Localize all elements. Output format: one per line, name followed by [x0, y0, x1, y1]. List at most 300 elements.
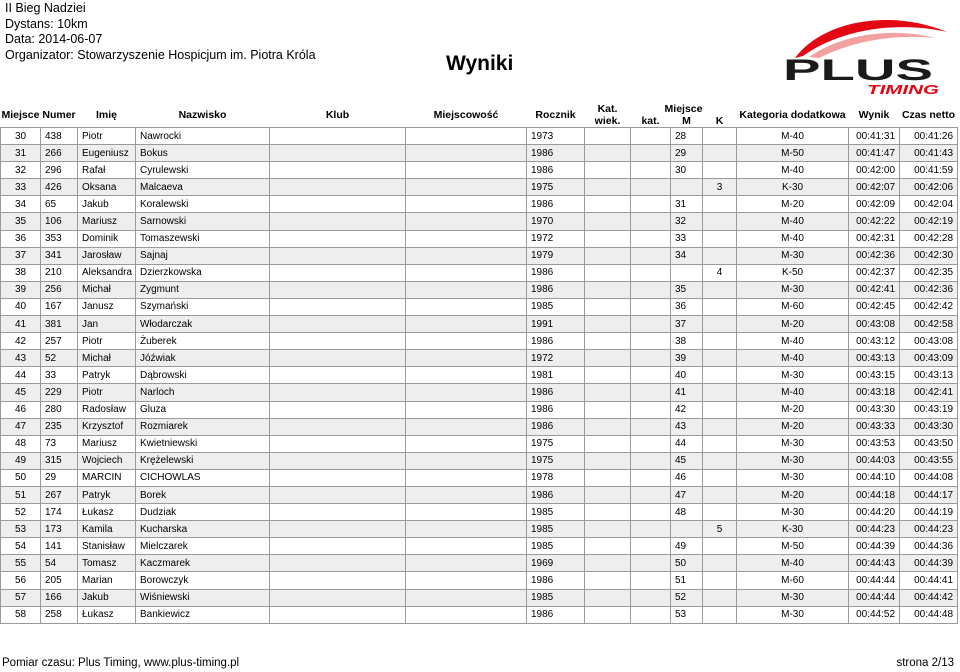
cell-k [703, 486, 737, 503]
cell-kat-wiek [585, 452, 631, 469]
cell-czas-netto: 00:42:36 [900, 281, 958, 298]
cell-klub [270, 145, 406, 162]
cell-kat-wiek [585, 281, 631, 298]
cell-kat-wiek [585, 213, 631, 230]
cell-k [703, 230, 737, 247]
col-k: K [715, 114, 724, 127]
cell-imie: Dominik [78, 230, 136, 247]
cell-miejsce-kat [631, 316, 671, 333]
cell-kat-wiek [585, 230, 631, 247]
table-row [1, 264, 958, 281]
cell-miejscowosc [406, 316, 527, 333]
cell-rocznik: 1986 [527, 384, 585, 401]
cell-kat-wiek [585, 247, 631, 264]
table-row [1, 179, 958, 196]
cell-kat-wiek [585, 196, 631, 213]
cell-miejsce-kat [631, 247, 671, 264]
cell-kat-wiek [585, 606, 631, 623]
col-numer: Numer [42, 108, 76, 121]
cell-kategoria: M-50 [737, 538, 849, 555]
event-info [5, 1, 316, 63]
cell-numer: 426 [41, 179, 78, 196]
cell-rocznik: 1985 [527, 504, 585, 521]
cell-kategoria: M-40 [737, 350, 849, 367]
cell-m: 49 [671, 538, 703, 555]
cell-m: 46 [671, 469, 703, 486]
cell-miejscowosc [406, 247, 527, 264]
cell-k [703, 418, 737, 435]
cell-wynik: 00:43:13 [849, 350, 900, 367]
cell-miejsce: 56 [1, 572, 41, 589]
cell-czas-netto: 00:43:19 [900, 401, 958, 418]
cell-kat-wiek [585, 179, 631, 196]
cell-nazwisko: Krężelewski [136, 452, 270, 469]
cell-numer: 52 [41, 350, 78, 367]
table-row [1, 350, 958, 367]
cell-miejsce-kat [631, 435, 671, 452]
cell-miejsce-kat [631, 264, 671, 281]
table-row [1, 213, 958, 230]
cell-imie: Marian [78, 572, 136, 589]
cell-klub [270, 452, 406, 469]
cell-nazwisko: Cyrulewski [136, 162, 270, 179]
cell-miejsce: 33 [1, 179, 41, 196]
cell-numer: 438 [41, 128, 78, 145]
cell-wynik: 00:42:45 [849, 298, 900, 315]
cell-m: 44 [671, 435, 703, 452]
cell-miejscowosc [406, 521, 527, 538]
cell-klub [270, 333, 406, 350]
cell-miejsce-kat [631, 504, 671, 521]
cell-miejscowosc [406, 555, 527, 572]
cell-miejsce-kat [631, 367, 671, 384]
cell-nazwisko: Borek [136, 486, 270, 503]
results-table [0, 102, 958, 624]
logo-plus-text: PLUS [783, 54, 933, 87]
cell-numer: 106 [41, 213, 78, 230]
cell-wynik: 00:44:18 [849, 486, 900, 503]
cell-kategoria: M-30 [737, 469, 849, 486]
table-header-row [1, 102, 958, 128]
cell-kategoria: M-40 [737, 162, 849, 179]
cell-imie: Janusz [78, 298, 136, 315]
event-distance: Dystans: 10km [5, 16, 88, 31]
cell-miejsce-kat [631, 538, 671, 555]
cell-czas-netto: 00:43:08 [900, 333, 958, 350]
cell-imie: Wojciech [78, 452, 136, 469]
cell-nazwisko: Dąbrowski [136, 367, 270, 384]
cell-klub [270, 435, 406, 452]
cell-miejsce: 42 [1, 333, 41, 350]
cell-k [703, 555, 737, 572]
cell-k [703, 162, 737, 179]
cell-kat-wiek [585, 384, 631, 401]
cell-czas-netto: 00:44:48 [900, 606, 958, 623]
cell-miejsce-kat [631, 589, 671, 606]
cell-kategoria: M-30 [737, 606, 849, 623]
cell-nazwisko: Sajnaj [136, 247, 270, 264]
cell-nazwisko: Sarnowski [136, 213, 270, 230]
cell-miejsce-kat [631, 486, 671, 503]
cell-wynik: 00:42:36 [849, 247, 900, 264]
cell-k [703, 213, 737, 230]
cell-klub [270, 128, 406, 145]
cell-kat-wiek [585, 128, 631, 145]
cell-miejscowosc [406, 401, 527, 418]
cell-miejsce: 50 [1, 469, 41, 486]
col-miejsce-kat-sub: kat. [641, 114, 660, 127]
cell-klub [270, 316, 406, 333]
cell-numer: 141 [41, 538, 78, 555]
cell-miejscowosc [406, 162, 527, 179]
cell-miejsce-kat [631, 281, 671, 298]
cell-rocznik: 1986 [527, 196, 585, 213]
cell-kat-wiek [585, 298, 631, 315]
cell-nazwisko: Malcaeva [136, 179, 270, 196]
cell-wynik: 00:44:03 [849, 452, 900, 469]
cell-m: 48 [671, 504, 703, 521]
cell-miejscowosc [406, 179, 527, 196]
cell-klub [270, 298, 406, 315]
cell-nazwisko: Koralewski [136, 196, 270, 213]
table-row [1, 247, 958, 264]
cell-miejscowosc [406, 452, 527, 469]
cell-m: 29 [671, 145, 703, 162]
event-organizer: Organizator: Stowarzyszenie Hospicjum im. Piotra Króla [5, 47, 316, 62]
cell-imie: Mariusz [78, 213, 136, 230]
cell-kat-wiek [585, 333, 631, 350]
table-row [1, 162, 958, 179]
cell-wynik: 00:44:20 [849, 504, 900, 521]
col-rocznik: Rocznik [535, 108, 576, 121]
cell-miejsce-kat [631, 145, 671, 162]
cell-rocznik: 1986 [527, 418, 585, 435]
table-row [1, 333, 958, 350]
cell-imie: Jakub [78, 589, 136, 606]
cell-rocznik: 1972 [527, 350, 585, 367]
cell-miejscowosc [406, 384, 527, 401]
cell-kat-wiek [585, 572, 631, 589]
table-row [1, 145, 958, 162]
cell-kategoria: M-30 [737, 452, 849, 469]
cell-nazwisko: Nawrocki [136, 128, 270, 145]
cell-klub [270, 264, 406, 281]
table-row [1, 401, 958, 418]
event-name: II Bieg Nadziei [5, 1, 86, 15]
cell-wynik: 00:44:44 [849, 572, 900, 589]
cell-k [703, 196, 737, 213]
cell-k [703, 247, 737, 264]
cell-rocznik: 1986 [527, 401, 585, 418]
table-row [1, 128, 958, 145]
cell-nazwisko: Bankiewicz [136, 606, 270, 623]
cell-imie: Jan [78, 316, 136, 333]
col-kat-wiek-line2: wiek. [594, 114, 621, 127]
cell-kategoria: M-40 [737, 555, 849, 572]
cell-numer: 205 [41, 572, 78, 589]
cell-miejsce-kat [631, 298, 671, 315]
cell-numer: 381 [41, 316, 78, 333]
cell-rocznik: 1985 [527, 298, 585, 315]
cell-imie: Aleksandra [78, 264, 136, 281]
table-row [1, 538, 958, 555]
cell-k [703, 452, 737, 469]
cell-klub [270, 418, 406, 435]
cell-imie: Eugeniusz [78, 145, 136, 162]
table-row [1, 589, 958, 606]
cell-czas-netto: 00:41:26 [900, 128, 958, 145]
cell-imie: Kamila [78, 521, 136, 538]
cell-klub [270, 196, 406, 213]
cell-nazwisko: Jóźwiak [136, 350, 270, 367]
cell-czas-netto: 00:44:19 [900, 504, 958, 521]
cell-kat-wiek [585, 350, 631, 367]
cell-k [703, 504, 737, 521]
cell-m: 47 [671, 486, 703, 503]
cell-nazwisko: Bokus [136, 145, 270, 162]
cell-miejsce: 30 [1, 128, 41, 145]
cell-numer: 280 [41, 401, 78, 418]
table-row [1, 281, 958, 298]
cell-nazwisko: Borowczyk [136, 572, 270, 589]
cell-klub [270, 521, 406, 538]
cell-numer: 315 [41, 452, 78, 469]
cell-rocznik: 1975 [527, 435, 585, 452]
cell-kat-wiek [585, 367, 631, 384]
cell-numer: 173 [41, 521, 78, 538]
cell-rocznik: 1986 [527, 572, 585, 589]
cell-m: 34 [671, 247, 703, 264]
cell-miejscowosc [406, 213, 527, 230]
cell-miejsce: 47 [1, 418, 41, 435]
cell-imie: Patryk [78, 486, 136, 503]
cell-klub [270, 589, 406, 606]
cell-wynik: 00:42:41 [849, 281, 900, 298]
cell-kategoria: M-20 [737, 196, 849, 213]
table-row [1, 486, 958, 503]
cell-miejscowosc [406, 589, 527, 606]
cell-m: 42 [671, 401, 703, 418]
table-row [1, 367, 958, 384]
cell-imie: Michał [78, 350, 136, 367]
cell-m: 39 [671, 350, 703, 367]
cell-miejscowosc [406, 606, 527, 623]
cell-miejsce-kat [631, 452, 671, 469]
cell-klub [270, 350, 406, 367]
cell-m: 28 [671, 128, 703, 145]
cell-kategoria: M-40 [737, 333, 849, 350]
cell-numer: 256 [41, 281, 78, 298]
cell-miejsce-kat [631, 572, 671, 589]
cell-miejsce-kat [631, 230, 671, 247]
cell-klub [270, 213, 406, 230]
cell-miejsce: 43 [1, 350, 41, 367]
cell-miejsce-kat [631, 606, 671, 623]
cell-miejsce: 58 [1, 606, 41, 623]
cell-kat-wiek [585, 401, 631, 418]
table-row [1, 384, 958, 401]
cell-czas-netto: 00:44:36 [900, 538, 958, 555]
cell-kategoria: M-20 [737, 486, 849, 503]
cell-nazwisko: Żuberek [136, 333, 270, 350]
cell-miejscowosc [406, 281, 527, 298]
cell-m: 32 [671, 213, 703, 230]
cell-czas-netto: 00:42:19 [900, 213, 958, 230]
cell-imie: Krzysztof [78, 418, 136, 435]
cell-miejsce: 35 [1, 213, 41, 230]
cell-klub [270, 230, 406, 247]
col-nazwisko: Nazwisko [178, 108, 227, 121]
cell-miejscowosc [406, 435, 527, 452]
cell-m [671, 521, 703, 538]
cell-miejscowosc [406, 367, 527, 384]
col-miejsce-kat [631, 102, 737, 128]
cell-kat-wiek [585, 538, 631, 555]
cell-czas-netto: 00:44:23 [900, 521, 958, 538]
cell-imie: Michał [78, 281, 136, 298]
cell-k [703, 538, 737, 555]
cell-klub [270, 469, 406, 486]
cell-kategoria: M-30 [737, 281, 849, 298]
cell-m: 43 [671, 418, 703, 435]
cell-nazwisko: Kucharska [136, 521, 270, 538]
cell-wynik: 00:44:39 [849, 538, 900, 555]
cell-kat-wiek [585, 521, 631, 538]
cell-rocznik: 1986 [527, 162, 585, 179]
cell-czas-netto: 00:44:08 [900, 469, 958, 486]
cell-miejsce: 46 [1, 401, 41, 418]
cell-miejsce: 38 [1, 264, 41, 281]
cell-miejsce: 36 [1, 230, 41, 247]
cell-nazwisko: Narloch [136, 384, 270, 401]
cell-miejsce-kat [631, 196, 671, 213]
cell-miejsce-kat [631, 418, 671, 435]
cell-miejsce: 57 [1, 589, 41, 606]
cell-numer: 65 [41, 196, 78, 213]
cell-kategoria: M-40 [737, 213, 849, 230]
cell-miejscowosc [406, 145, 527, 162]
cell-klub [270, 555, 406, 572]
cell-kategoria: M-60 [737, 298, 849, 315]
cell-wynik: 00:43:12 [849, 333, 900, 350]
col-czas-netto: Czas netto [901, 108, 956, 121]
cell-czas-netto: 00:43:30 [900, 418, 958, 435]
cell-nazwisko: Kwietniewski [136, 435, 270, 452]
cell-m: 50 [671, 555, 703, 572]
col-wynik: Wynik [858, 108, 890, 121]
cell-klub [270, 606, 406, 623]
cell-m: 30 [671, 162, 703, 179]
cell-k [703, 589, 737, 606]
table-row [1, 469, 958, 486]
cell-rocznik: 1986 [527, 333, 585, 350]
cell-miejsce: 51 [1, 486, 41, 503]
table-row [1, 418, 958, 435]
cell-czas-netto: 00:44:42 [900, 589, 958, 606]
plus-timing-logo [775, 10, 955, 96]
cell-klub [270, 384, 406, 401]
cell-wynik: 00:43:30 [849, 401, 900, 418]
cell-miejsce: 52 [1, 504, 41, 521]
cell-czas-netto: 00:42:04 [900, 196, 958, 213]
cell-miejscowosc [406, 333, 527, 350]
table-row [1, 572, 958, 589]
cell-kategoria: M-20 [737, 418, 849, 435]
cell-imie: Jakub [78, 196, 136, 213]
cell-m: 51 [671, 572, 703, 589]
cell-m [671, 264, 703, 281]
cell-wynik: 00:42:37 [849, 264, 900, 281]
cell-miejsce: 53 [1, 521, 41, 538]
cell-m: 38 [671, 333, 703, 350]
cell-klub [270, 162, 406, 179]
table-row [1, 316, 958, 333]
cell-numer: 73 [41, 435, 78, 452]
cell-rocznik: 1972 [527, 230, 585, 247]
table-row [1, 606, 958, 623]
cell-k: 3 [703, 179, 737, 196]
cell-wynik: 00:44:43 [849, 555, 900, 572]
cell-kategoria: K-30 [737, 521, 849, 538]
cell-k [703, 367, 737, 384]
cell-k [703, 401, 737, 418]
col-miejsce-kat-title: Miejsce [664, 102, 703, 115]
cell-m: 33 [671, 230, 703, 247]
cell-kategoria: M-30 [737, 435, 849, 452]
cell-rocznik: 1991 [527, 316, 585, 333]
cell-czas-netto: 00:44:17 [900, 486, 958, 503]
cell-rocznik: 1975 [527, 452, 585, 469]
cell-numer: 353 [41, 230, 78, 247]
cell-k: 5 [703, 521, 737, 538]
cell-wynik: 00:42:22 [849, 213, 900, 230]
cell-wynik: 00:43:08 [849, 316, 900, 333]
cell-miejscowosc [406, 469, 527, 486]
cell-wynik: 00:41:47 [849, 145, 900, 162]
cell-miejsce-kat [631, 350, 671, 367]
cell-miejscowosc [406, 486, 527, 503]
cell-miejsce-kat [631, 162, 671, 179]
cell-miejsce: 44 [1, 367, 41, 384]
cell-rocznik: 1985 [527, 589, 585, 606]
cell-wynik: 00:42:00 [849, 162, 900, 179]
cell-m: 52 [671, 589, 703, 606]
cell-czas-netto: 00:43:55 [900, 452, 958, 469]
cell-kategoria: M-30 [737, 367, 849, 384]
cell-miejsce-kat [631, 555, 671, 572]
cell-imie: Piotr [78, 333, 136, 350]
col-miejsce: Miejsce [1, 108, 40, 121]
cell-nazwisko: Rozmiarek [136, 418, 270, 435]
cell-numer: 29 [41, 469, 78, 486]
cell-klub [270, 179, 406, 196]
table-row [1, 435, 958, 452]
cell-rocznik: 1986 [527, 264, 585, 281]
cell-klub [270, 367, 406, 384]
cell-miejscowosc [406, 504, 527, 521]
cell-kategoria: M-50 [737, 145, 849, 162]
cell-imie: Piotr [78, 128, 136, 145]
col-miejscowosc: Miejscowość [433, 108, 499, 121]
col-kat-wiek-line1: Kat. [597, 102, 618, 115]
cell-kategoria: M-30 [737, 589, 849, 606]
cell-wynik: 00:44:52 [849, 606, 900, 623]
footer-timing: Pomiar czasu: Plus Timing, www.plus-timing.pl [2, 657, 240, 669]
page-number: strona 2/13 [896, 657, 954, 669]
cell-miejsce: 41 [1, 316, 41, 333]
table-row [1, 504, 958, 521]
cell-miejsce-kat [631, 469, 671, 486]
